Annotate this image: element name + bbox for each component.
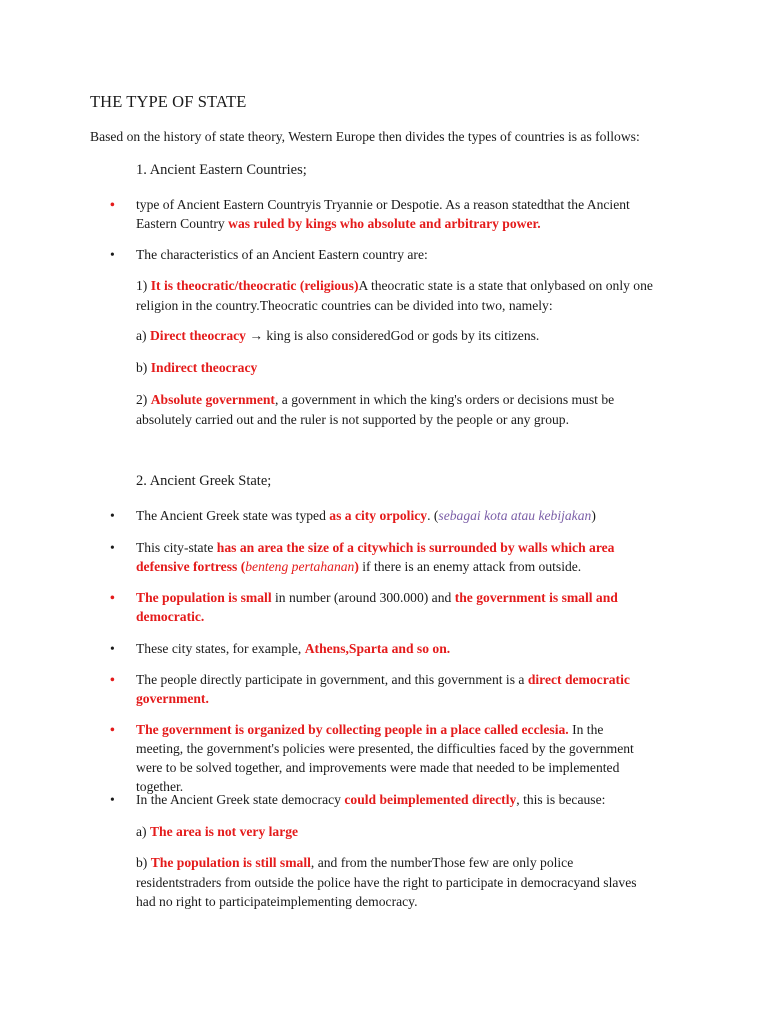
bullet-marker: • [110,641,115,656]
bullet-text: The government is organized by collecting people in a place called ecclesia. In the meeting, the government's policies were presented, the difficulties faced by the government were to be solved together, and improvements were made that needed to be implemented together. [136,722,634,794]
bullet-text: The people directly participate in government, and this government is a direct democratic government. [136,672,630,706]
bullet-marker: • [110,247,115,262]
bullet-marker: • [110,792,115,807]
bullet-marker: • [110,672,115,687]
list-item [90,538,650,576]
bullet-marker: • [110,508,115,523]
list-item [90,588,650,626]
list-item [90,670,650,708]
list-item [90,720,650,796]
bullet-text: In the Ancient Greek state democracy could beimplemented directly, this is because: [136,792,606,807]
bullet-text: The characteristics of an Ancient Eastern country are: [136,247,428,262]
bullet-text: type of Ancient Eastern Countryis Tryannie or Despotie. As a reason statedthat the Ancient Eastern Country was ruled by kings who absolute and arbitrary power. [136,197,630,231]
reason-area: a) The area is not very large [136,824,299,839]
bullet-marker: • [110,197,115,212]
bullet-marker: • [110,722,115,737]
characteristic-theocratic: 1) It is theocratic/theocratic (religious)A theocratic state is a state that onlybased on only one religion in the country.Theocratic countries can be divided into two, namely: [136,278,653,313]
intro-paragraph: Based on the history of state theory, Western Europe then divides the types of countries is as follows: [90,129,640,144]
bullet-marker: • [110,540,115,555]
bullet-text: This city-state has an area the size of a citywhich is surrounded by walls which area defensive fortress (benteng pertahanan) if there is an enemy attack from outside. [136,540,615,574]
direct-theocracy: a) Direct theocracy → king is also consideredGod or gods by its citizens. [136,328,540,343]
list-item [90,790,650,809]
list-item [90,245,650,264]
characteristic-absolute-government: 2) Absolute government, a government in which the king's orders or decisions must be absolutely carried out and the ruler is not supported by the people or any group. [136,392,615,427]
bullet-text: These city states, for example, Athens,Sparta and so on. [136,641,451,656]
section-heading-ancient-greek: 2. Ancient Greek State; [136,473,272,489]
bullet-marker: • [110,590,115,605]
bullet-text: The Ancient Greek state was typed as a city orpolicy. (sebagai kota atau kebijakan) [136,508,596,523]
reason-population: b) The population is still small, and from the numberThose few are only police residentstraders from outside the police have the right to participate in democracyand slaves had no right to participateimplementing democracy. [136,855,637,909]
list-item [90,639,650,658]
section-heading-ancient-eastern: 1. Ancient Eastern Countries; [136,162,307,178]
indirect-theocracy: b) Indirect theocracy [136,360,258,375]
list-item [90,195,650,233]
bullet-text: The population is small in number (around 300.000) and the government is small and democratic. [136,590,618,624]
list-item [90,506,650,525]
page-title: THE TYPE OF STATE [90,92,247,111]
